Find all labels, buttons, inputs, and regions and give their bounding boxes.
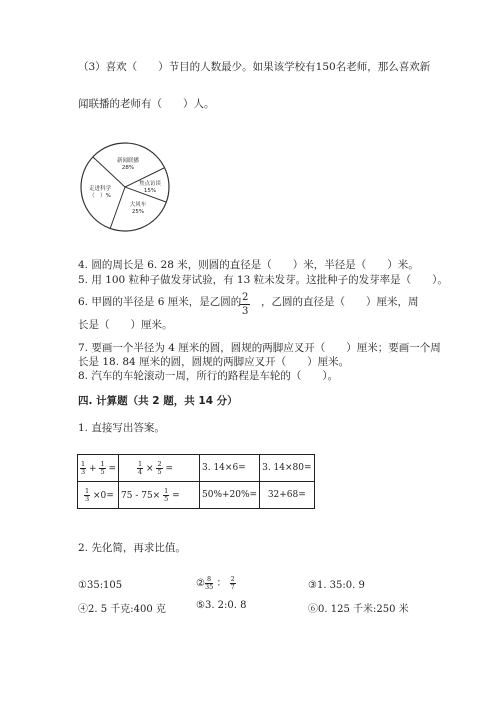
q7-line2: 长是 18. 84 厘米的圆，圆规的两脚应叉开（ ）厘米。 [78, 356, 350, 368]
calc-cell: $\frac{1}{4}$ × $\frac{2}{5}$ = [119, 455, 200, 482]
q8: 8. 汽车的车轮滚动一周，所行的路程是车轮的（ ）。 [78, 370, 339, 382]
q4: 4. 圆的周长是 6. 28 米，则圆的直径是（ ）米，半径是（ ）米。 [78, 259, 419, 271]
ratio-d: ④2. 5 千克:400 克 [78, 604, 166, 615]
q3-line2: 闻联播的老师有（ ）人。 [78, 98, 215, 110]
calc-cell: $\frac{1}{3}$ ×0= [78, 482, 119, 509]
slice-label-news: 新闻联播 [116, 158, 140, 164]
ratio-a: ①35:105 [78, 580, 123, 591]
q6-part3: 长是（ ）厘米。 [78, 319, 173, 331]
calc-q1: 1. 直接写出答案。 [78, 422, 165, 434]
q6-part2: ，乙圆的直径是（ ）厘米，周 [261, 296, 419, 308]
calc-cell: 50%+20%= [200, 482, 260, 509]
calc-cell: 3. 14×80= [260, 455, 314, 482]
slice-value-news: 28% [121, 165, 135, 171]
calc-q2: 2. 先化简，再求比值。 [78, 542, 186, 554]
calc-cell: 75 - 75× $\frac{1}{5}$ = [119, 482, 200, 509]
q6-part1: 6. 甲圆的半径是 6 厘米，是乙圆的 [78, 296, 242, 308]
section4-title: 四. 计算题（共 2 题，共 14 分） [78, 395, 238, 407]
calc-table [77, 454, 315, 509]
q6-fraction-denominator: 3 [242, 306, 249, 317]
slice-value-science: （ ）% [89, 193, 111, 199]
ratio-e: ⑤3. 2:0. 8 [196, 600, 247, 611]
table-row [78, 455, 315, 482]
calc-cell: $\frac{1}{3}$ + $\frac{1}{5}$ = [78, 455, 119, 482]
pie-chart [78, 140, 172, 234]
slice-label-science: 走进科学 [88, 186, 112, 192]
table-row [78, 482, 315, 509]
calc-cell: 32+68= [260, 482, 314, 509]
q5: 5. 用 100 粒种子做发芽试验，有 13 粒未发芽。这批种子的发芽率是（ ）。 [78, 274, 448, 286]
slice-label-windmill: 大风车 [129, 202, 147, 208]
q6-fraction [240, 291, 250, 318]
q6-fraction-numerator: 2 [242, 292, 249, 303]
q3-line1: （3）喜欢（ ）节目的人数最少。如果该学校有150名老师，那么喜欢新 [78, 61, 431, 73]
calc-cell: 3. 14×6= [200, 455, 260, 482]
slice-label-focus: 焦点访谈 [138, 181, 162, 187]
ratio-b: ② $\frac{8}{35}$ ： $\frac{2}{7}$ [196, 575, 235, 591]
ratio-f: ⑥0. 125 千米:250 米 [308, 604, 409, 615]
ratio-c: ③1. 35:0. 9 [308, 580, 365, 591]
slice-value-windmill: 25% [131, 209, 145, 215]
q7-line1: 7. 要画一个半径为 4 厘米的圆，圆规的两脚应叉开（ ）厘米；要画一个周 [78, 342, 441, 354]
slice-value-focus: 15% [143, 188, 157, 194]
